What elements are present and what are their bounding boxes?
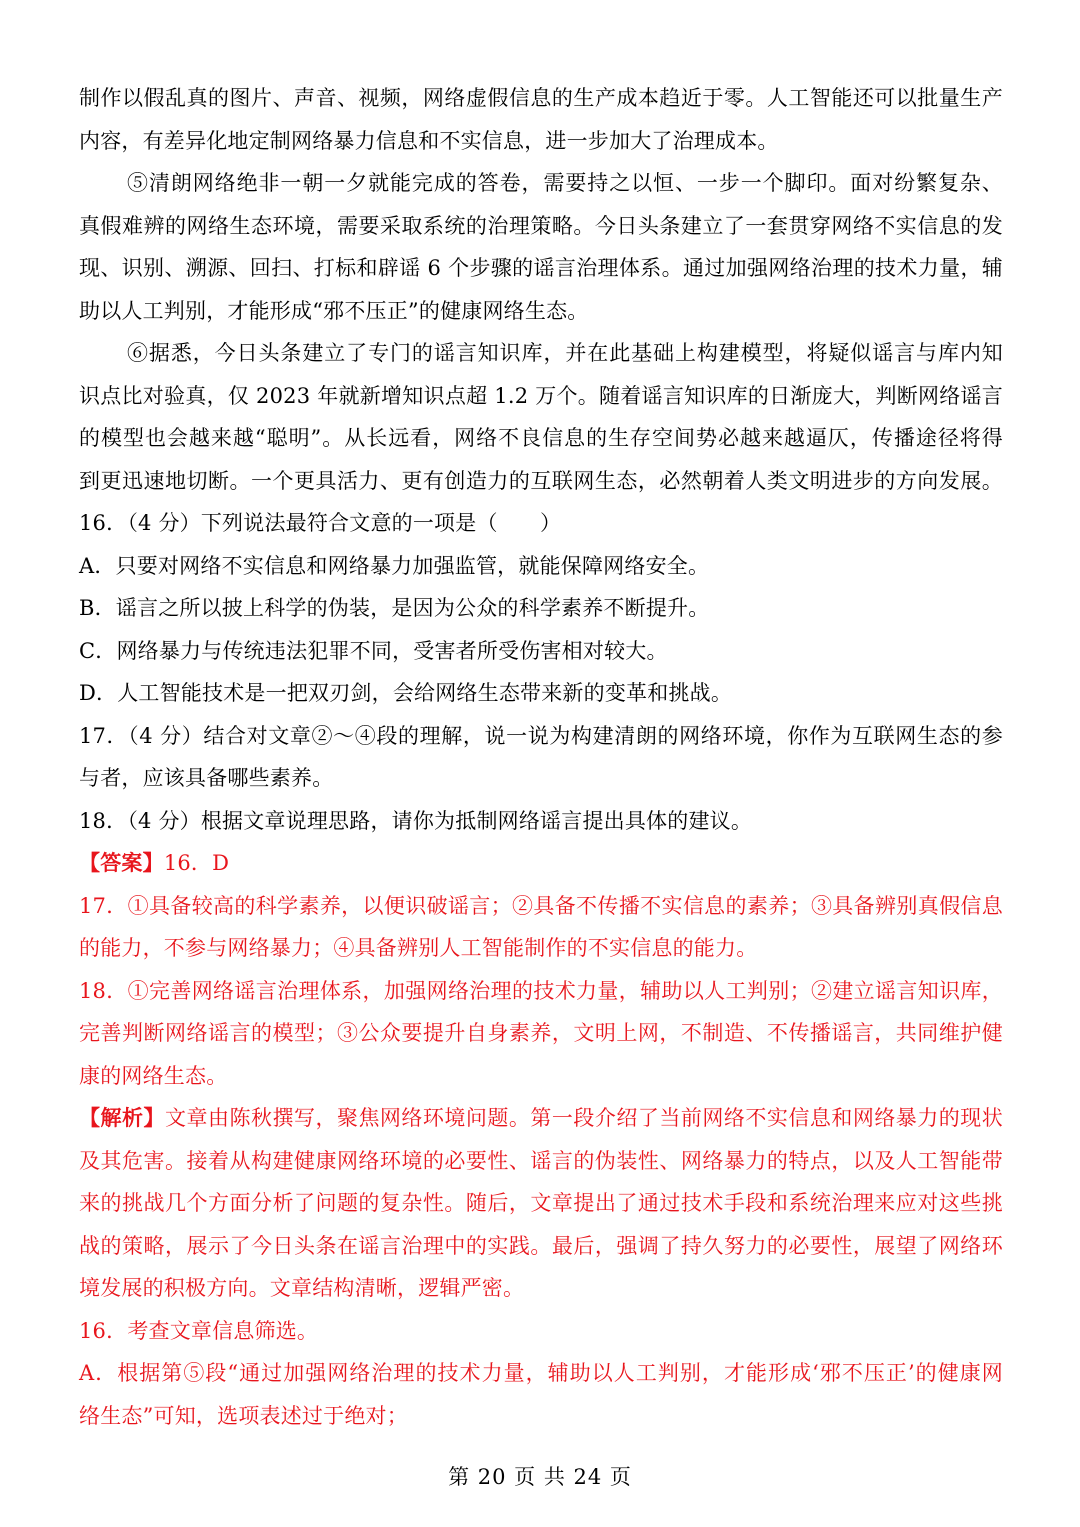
passage-line: 内容，有差异化地定制网络暴力信息和不实信息，进一步加大了治理成本。 (79, 129, 779, 153)
passage-paragraph-6-start: ⑥据悉，今日头条建立了专门的谣言知识库，并在此基础上构建模型，将疑似谣言与库内知 (127, 341, 1003, 365)
passage-line: 现、识别、溯源、回扫、打标和辟谣 6 个步骤的谣言治理体系。通过加强网络治理的技术力量，辅 (79, 256, 1003, 280)
passage-line: 制作以假乱真的图片、声音、视频，网络虚假信息的生产成本趋近于零。人工智能还可以批量生产 (79, 86, 1003, 110)
answer-17-cont: 的能力，不参与网络暴力；④具备辨别人工智能制作的不实信息的能力。 (79, 936, 758, 960)
answer-17: 17．①具备较高的科学素养，以便识破谣言；②具备不传播不实信息的素养；③具备辨别真假信息 (79, 894, 1003, 918)
page-footer: 第 20 页 共 24 页 (448, 1465, 632, 1489)
analysis-label: 【解析】 (79, 1105, 165, 1130)
passage-line: 助以人工判别，才能形成“邪不压正”的健康网络生态。 (79, 299, 589, 323)
passage-line: 的模型也会越来越“聪明”。从长远看，网络不良信息的生存空间势必越来越逼仄，传播途径将得 (79, 426, 1003, 450)
analysis-line: 来的挑战几个方面分析了问题的复杂性。随后，文章提出了通过技术手段和系统治理来应对这些挑 (79, 1191, 1003, 1215)
answer-18: 18．①完善网络谣言治理体系，加强网络治理的技术力量，辅助以人工判别；②建立谣言知识库， (79, 979, 1003, 1003)
question-17-cont: 与者，应该具备哪些素养。 (79, 766, 334, 790)
option-a: A．只要对网络不实信息和网络暴力加强监管，就能保障网络安全。 (79, 554, 710, 578)
answer-18-end: 康的网络生态。 (79, 1064, 228, 1088)
question-16: 16．（4 分）下列说法最符合文意的一项是（ ） (79, 511, 562, 535)
passage-line: 识点比对验真，仅 2023 年就新增知识点超 1.2 万个。随着谣言知识库的日渐庞大，判断网络谣言 (79, 384, 1003, 408)
answer-16 (79, 848, 1003, 878)
passage-line: 真假难辨的网络生态环境，需要采取系统的治理策略。今日头条建立了一套贯穿网络不实信息的发 (79, 214, 1003, 238)
analysis (79, 1103, 1003, 1133)
analysis-text: 文章由陈秋撰写，聚焦网络环境问题。第一段介绍了当前网络不实信息和网络暴力的现状 (164, 1106, 1003, 1130)
passage-paragraph-5-start: ⑤清朗网络绝非一朝一夕就能完成的答卷，需要持之以恒、一步一个脚印。面对纷繁复杂、 (127, 171, 1003, 195)
analysis-16-a: A．根据第⑤段“通过加强网络治理的技术力量，辅助以人工判别，才能形成‘邪不压正’的健康网 (79, 1361, 1003, 1385)
option-d: D．人工智能技术是一把双刃剑，会给网络生态带来新的变革和挑战。 (79, 681, 733, 705)
option-c: C．网络暴力与传统违法犯罪不同，受害者所受伤害相对较大。 (79, 639, 668, 663)
question-18: 18．（4 分）根据文章说理思路，请你为抵制网络谣言提出具体的建议。 (79, 809, 753, 833)
question-17: 17．（4 分）结合对文章②～④段的理解，说一说为构建清朗的网络环境，你作为互联网生态的参 (79, 724, 1003, 748)
answer-18-cont: 完善判断网络谣言的模型；③公众要提升自身素养，文明上网，不制造、不传播谣言，共同维护健 (79, 1021, 1003, 1045)
analysis-line: 战的策略，展示了今日头条在谣言治理中的实践。最后，强调了持久努力的必要性，展望了网络环 (79, 1234, 1003, 1258)
analysis-16: 16．考查文章信息筛选。 (79, 1319, 319, 1343)
analysis-line: 境发展的积极方向。文章结构清晰，逻辑严密。 (79, 1276, 525, 1300)
answer-16-text: 16．D (163, 851, 230, 875)
analysis-line: 及其危害。接着从构建健康网络环境的必要性、谣言的伪装性、网络暴力的特点，以及人工智能带 (79, 1149, 1003, 1173)
answer-label: 【答案】 (79, 850, 164, 875)
passage-line: 到更迅速地切断。一个更具活力、更有创造力的互联网生态，必然朝着人类文明进步的方向发展。 (79, 469, 1003, 493)
option-b: B．谣言之所以披上科学的伪装，是因为公众的科学素养不断提升。 (79, 596, 710, 620)
analysis-16-a-cont: 络生态”可知，选项表述过于绝对； (79, 1404, 408, 1428)
